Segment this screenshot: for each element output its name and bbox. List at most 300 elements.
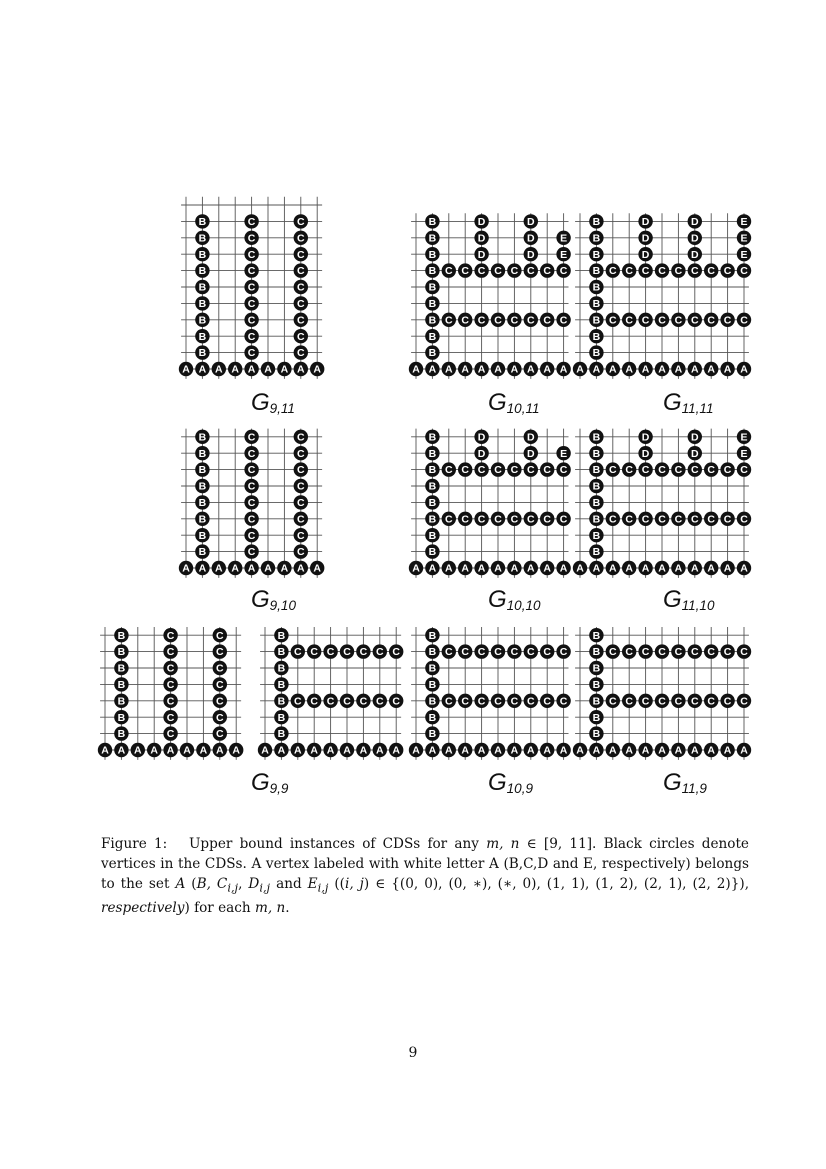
graph-label-main: G bbox=[663, 769, 682, 796]
graph-label bbox=[663, 389, 713, 416]
graph-label-main: G bbox=[488, 586, 507, 613]
vertex-letter: A bbox=[376, 744, 384, 757]
vertex-letter: B bbox=[277, 629, 286, 642]
vertex-letter: A bbox=[658, 744, 666, 757]
vertex-letter: A bbox=[199, 744, 208, 757]
vertex-letter: D bbox=[691, 232, 699, 245]
vertex-letter: C bbox=[297, 464, 305, 477]
caption-text-9: . bbox=[285, 899, 290, 916]
vertex-letter: C bbox=[461, 646, 469, 659]
vertex-letter: A bbox=[641, 744, 650, 757]
vertex-letter: A bbox=[117, 744, 126, 757]
vertex-letter: B bbox=[428, 265, 437, 278]
caption-math-mn: m, n bbox=[486, 836, 520, 852]
vertex-letter: D bbox=[477, 431, 486, 444]
vertex-letter: C bbox=[723, 265, 732, 278]
vertex-letter: C bbox=[247, 513, 256, 526]
vertex-letter: B bbox=[428, 728, 437, 741]
vertex-letter: B bbox=[428, 314, 437, 327]
vertex-letter: A bbox=[707, 562, 715, 575]
vertex-letter: C bbox=[527, 513, 535, 526]
vertex-letter: B bbox=[428, 464, 437, 477]
vertex-letter: C bbox=[740, 314, 748, 327]
graph-label-sub: 10,9 bbox=[506, 781, 533, 796]
vertex-letter: C bbox=[247, 314, 256, 327]
vertex-letter: A bbox=[412, 744, 420, 757]
vertex-letter: C bbox=[641, 513, 650, 526]
vertex-letter: D bbox=[477, 232, 486, 245]
vertex-letter: A bbox=[494, 562, 502, 575]
vertex-letter: C bbox=[674, 314, 683, 327]
figure-caption bbox=[101, 834, 749, 918]
vertex-letter: C bbox=[343, 695, 351, 708]
vertex-letter: A bbox=[297, 562, 305, 575]
vertex-letter: C bbox=[723, 695, 732, 708]
vertex-letter: A bbox=[625, 363, 633, 376]
vertex-letter: A bbox=[461, 363, 469, 376]
vertex-letter: C bbox=[247, 232, 256, 245]
vertex-letter: B bbox=[592, 314, 601, 327]
vertex-letter: B bbox=[277, 679, 286, 691]
vertex-letter: C bbox=[674, 695, 683, 708]
graph-label bbox=[251, 769, 289, 796]
vertex-letter: D bbox=[527, 248, 535, 261]
vertex-letter: D bbox=[527, 447, 535, 460]
vertex-letter: C bbox=[658, 646, 666, 659]
vertex-letter: B bbox=[428, 679, 437, 691]
caption-sub-2: i,j bbox=[259, 880, 271, 895]
vertex-letter: A bbox=[576, 363, 584, 376]
vertex-letter: D bbox=[477, 216, 486, 228]
vertex-letter: D bbox=[641, 232, 650, 245]
vertex-letter: B bbox=[117, 629, 126, 642]
vertex-letter: C bbox=[297, 330, 305, 343]
vertex-letter: B bbox=[592, 248, 601, 261]
vertex-letter: A bbox=[559, 562, 568, 575]
vertex-letter: A bbox=[674, 363, 683, 376]
vertex-letter: B bbox=[428, 497, 437, 509]
vertex-letter: C bbox=[494, 464, 502, 477]
vertex-letter: C bbox=[359, 695, 368, 708]
vertex-letter: C bbox=[740, 695, 748, 708]
graph-G11-10 bbox=[573, 429, 751, 613]
caption-text-4: , bbox=[238, 876, 249, 892]
vertex-letter: C bbox=[559, 265, 568, 278]
vertex-letter: C bbox=[297, 314, 305, 327]
vertex-letter: C bbox=[326, 646, 335, 659]
vertex-letter: B bbox=[198, 330, 207, 343]
vertex-letter: B bbox=[198, 546, 207, 559]
vertex-letter: B bbox=[592, 629, 601, 642]
vertex-letter: A bbox=[313, 363, 321, 376]
vertex-letter: A bbox=[707, 363, 715, 376]
vertex-letter: B bbox=[592, 711, 601, 724]
vertex-letter: B bbox=[428, 232, 437, 245]
vertex-letter: C bbox=[445, 513, 453, 526]
vertex-letter: B bbox=[428, 330, 437, 343]
vertex-letter: C bbox=[510, 314, 519, 327]
vertex-letter: A bbox=[609, 562, 617, 575]
vertex-letter: C bbox=[674, 464, 683, 477]
vertex-letter: C bbox=[658, 513, 666, 526]
vertex-letter: C bbox=[543, 464, 551, 477]
vertex-letter: C bbox=[658, 695, 666, 708]
vertex-letter: C bbox=[527, 265, 535, 278]
vertex-letter: A bbox=[247, 363, 256, 376]
vertex-letter: A bbox=[359, 744, 368, 757]
vertex-letter: A bbox=[641, 562, 650, 575]
vertex-letter: C bbox=[247, 546, 256, 559]
vertex-letter: B bbox=[198, 216, 207, 228]
vertex-letter: B bbox=[592, 216, 601, 228]
vertex-letter: C bbox=[609, 646, 617, 659]
vertex-letter: A bbox=[527, 363, 535, 376]
vertex-letter: B bbox=[428, 513, 437, 526]
vertex-letter: B bbox=[277, 711, 286, 724]
vertex-letter: A bbox=[691, 744, 699, 757]
graph-label-sub: 11,10 bbox=[681, 598, 715, 613]
vertex-letter: A bbox=[609, 363, 617, 376]
vertex-letter: C bbox=[510, 695, 519, 708]
vertex-letter: B bbox=[198, 513, 207, 526]
vertex-letter: C bbox=[477, 265, 486, 278]
vertex-letter: C bbox=[691, 314, 699, 327]
vertex-letter: B bbox=[428, 248, 437, 261]
vertex-letter: C bbox=[723, 513, 732, 526]
vertex-letter: C bbox=[247, 216, 256, 228]
vertex-letter: A bbox=[198, 562, 207, 575]
vertex-letter: C bbox=[297, 347, 305, 360]
vertex-letter: C bbox=[658, 464, 666, 477]
caption-text-6: (( bbox=[328, 876, 345, 892]
vertex-letter: C bbox=[740, 646, 748, 659]
vertex-letter: C bbox=[707, 314, 715, 327]
vertex-letter: C bbox=[723, 314, 732, 327]
vertex-letter: B bbox=[198, 248, 207, 261]
vertex-letter: A bbox=[264, 363, 272, 376]
vertex-letter: C bbox=[707, 695, 715, 708]
vertex-letter: D bbox=[641, 216, 650, 228]
vertex-letter: C bbox=[216, 695, 224, 708]
graph-label bbox=[488, 586, 541, 613]
vertex-letter: A bbox=[494, 744, 502, 757]
caption-text-2: ∈ [9, 11]. Black circles denote vertices in the CDSs. A vertex labeled with white letter A (B,C,D and E, respectively) belongs to the set bbox=[101, 836, 749, 892]
caption-text-5: and bbox=[270, 876, 308, 892]
vertex-letter: A bbox=[543, 363, 551, 376]
vertex-letter: C bbox=[559, 513, 568, 526]
vertex-letter: A bbox=[150, 744, 158, 757]
vertex-letter: C bbox=[297, 216, 305, 228]
vertex-letter: C bbox=[247, 431, 256, 444]
vertex-letter: A bbox=[445, 744, 453, 757]
vertex-letter: A bbox=[231, 363, 239, 376]
vertex-letter: A bbox=[326, 744, 335, 757]
vertex-letter: C bbox=[445, 265, 453, 278]
vertex-letter: C bbox=[494, 646, 502, 659]
vertex-letter: C bbox=[247, 248, 256, 261]
vertex-letter: E bbox=[560, 232, 568, 245]
vertex-letter: C bbox=[216, 728, 224, 741]
vertex-letter: D bbox=[641, 431, 650, 444]
vertex-letter: E bbox=[560, 248, 568, 261]
vertex-letter: C bbox=[494, 314, 502, 327]
vertex-letter: B bbox=[198, 232, 207, 245]
vertex-letter: C bbox=[216, 629, 224, 642]
graph-G9-10 bbox=[179, 429, 325, 613]
graph-G11-11 bbox=[573, 213, 751, 416]
vertex-letter: B bbox=[428, 546, 437, 559]
vertex-letter: B bbox=[428, 529, 437, 542]
vertex-letter: A bbox=[445, 562, 453, 575]
vertex-letter: C bbox=[461, 464, 469, 477]
vertex-letter: C bbox=[559, 464, 568, 477]
vertex-letter: C bbox=[641, 695, 650, 708]
vertex-letter: E bbox=[740, 232, 748, 245]
caption-text-7: ) ∈ {(0, 0), (0, ∗), (∗, 0), (1, 1), (1, 2), (2, 1), (2, 2)}), bbox=[363, 876, 750, 892]
vertex-letter: C bbox=[297, 248, 305, 261]
vertex-letter: C bbox=[543, 314, 551, 327]
vertex-letter: A bbox=[343, 744, 351, 757]
vertex-letter: C bbox=[445, 646, 453, 659]
vertex-letter: A bbox=[294, 744, 302, 757]
page-number: 9 bbox=[408, 1045, 418, 1061]
vertex-letter: E bbox=[560, 447, 568, 460]
vertex-letter: A bbox=[559, 363, 568, 376]
vertex-letter: A bbox=[543, 744, 551, 757]
vertex-letter: B bbox=[592, 646, 601, 659]
graph-G10-9b bbox=[409, 627, 571, 760]
vertex-letter: B bbox=[277, 728, 286, 741]
vertex-letter: C bbox=[641, 646, 650, 659]
caption-math-resp: respectively bbox=[101, 899, 185, 916]
vertex-letter: A bbox=[215, 363, 223, 376]
vertex-letter: C bbox=[166, 662, 175, 675]
vertex-letter: A bbox=[674, 744, 683, 757]
vertex-letter: C bbox=[527, 646, 535, 659]
vertex-letter: C bbox=[326, 695, 335, 708]
vertex-letter: A bbox=[510, 562, 519, 575]
caption-sub-1: i,j bbox=[227, 880, 239, 895]
vertex-letter: C bbox=[297, 298, 305, 310]
graph-label-main: G bbox=[488, 769, 507, 796]
vertex-letter: C bbox=[247, 464, 256, 477]
graph-label bbox=[488, 769, 533, 796]
vertex-letter: A bbox=[543, 562, 551, 575]
vertex-letter: B bbox=[117, 662, 126, 675]
vertex-letter: A bbox=[658, 562, 666, 575]
graph-label-main: G bbox=[663, 586, 682, 613]
vertex-letter: C bbox=[641, 314, 650, 327]
vertex-letter: C bbox=[543, 265, 551, 278]
vertex-letter: A bbox=[412, 562, 420, 575]
vertex-letter: C bbox=[641, 464, 650, 477]
vertex-letter: D bbox=[527, 232, 535, 245]
vertex-letter: B bbox=[198, 298, 207, 310]
graph-label-main: G bbox=[251, 586, 270, 613]
vertex-letter: B bbox=[592, 447, 601, 460]
vertex-letter: C bbox=[723, 464, 732, 477]
vertex-letter: A bbox=[310, 744, 318, 757]
vertex-letter: E bbox=[740, 431, 748, 444]
vertex-letter: A bbox=[134, 744, 142, 757]
vertex-letter: B bbox=[198, 497, 207, 509]
vertex-letter: B bbox=[428, 646, 437, 659]
vertex-letter: B bbox=[428, 695, 437, 708]
vertex-letter: C bbox=[740, 265, 748, 278]
graph-label-sub: 9,11 bbox=[269, 401, 295, 416]
vertex-letter: C bbox=[247, 347, 256, 360]
vertex-letter: C bbox=[166, 646, 175, 659]
vertex-letter: C bbox=[477, 646, 486, 659]
vertex-letter: B bbox=[592, 298, 601, 310]
vertex-letter: A bbox=[445, 363, 453, 376]
vertex-letter: A bbox=[527, 562, 535, 575]
vertex-letter: C bbox=[297, 447, 305, 460]
vertex-letter: A bbox=[625, 562, 633, 575]
vertex-letter: D bbox=[691, 248, 699, 261]
vertex-letter: C bbox=[559, 314, 568, 327]
vertex-letter: C bbox=[461, 314, 469, 327]
vertex-letter: C bbox=[477, 464, 486, 477]
vertex-letter: A bbox=[428, 744, 437, 757]
vertex-letter: B bbox=[428, 216, 437, 228]
vertex-letter: A bbox=[477, 744, 486, 757]
vertex-letter: A bbox=[740, 363, 748, 376]
graph-label-main: G bbox=[488, 389, 507, 416]
vertex-letter: A bbox=[494, 363, 502, 376]
vertex-letter: B bbox=[198, 480, 207, 493]
vertex-letter: C bbox=[297, 529, 305, 542]
vertex-letter: B bbox=[592, 330, 601, 343]
vertex-letter: C bbox=[297, 546, 305, 559]
graph-G9-11 bbox=[179, 197, 325, 416]
vertex-letter: B bbox=[428, 347, 437, 360]
vertex-letter: C bbox=[376, 646, 384, 659]
vertex-letter: C bbox=[445, 314, 453, 327]
vertex-letter: C bbox=[510, 646, 519, 659]
vertex-letter: A bbox=[198, 363, 207, 376]
vertex-letter: A bbox=[297, 363, 305, 376]
vertex-letter: D bbox=[691, 447, 699, 460]
vertex-letter: B bbox=[428, 447, 437, 460]
graph-label-sub: 11,11 bbox=[681, 401, 714, 416]
vertex-letter: A bbox=[280, 363, 289, 376]
caption-text-3: ( bbox=[185, 876, 197, 892]
vertex-letter: B bbox=[592, 679, 601, 691]
vertex-letter: B bbox=[592, 347, 601, 360]
vertex-letter: A bbox=[559, 744, 568, 757]
vertex-letter: A bbox=[264, 562, 272, 575]
vertex-letter: A bbox=[592, 744, 601, 757]
graph-label-sub: 10,11 bbox=[506, 401, 540, 416]
vertex-letter: C bbox=[166, 695, 175, 708]
graph-label-main: G bbox=[663, 389, 682, 416]
vertex-letter: A bbox=[216, 744, 224, 757]
vertex-letter: B bbox=[428, 662, 437, 675]
vertex-letter: C bbox=[297, 232, 305, 245]
vertex-letter: A bbox=[477, 562, 486, 575]
vertex-letter: D bbox=[527, 216, 535, 228]
vertex-letter: C bbox=[609, 265, 617, 278]
vertex-letter: A bbox=[101, 744, 109, 757]
vertex-letter: C bbox=[477, 314, 486, 327]
vertex-letter: B bbox=[592, 232, 601, 245]
graph-G10-11 bbox=[409, 213, 571, 416]
vertex-letter: A bbox=[740, 562, 748, 575]
vertex-letter: C bbox=[247, 281, 256, 294]
vertex-letter: C bbox=[294, 646, 302, 659]
vertex-letter: C bbox=[461, 695, 469, 708]
vertex-letter: C bbox=[707, 265, 715, 278]
caption-sub-3: i,j bbox=[317, 880, 329, 895]
vertex-letter: C bbox=[559, 695, 568, 708]
caption-text-8: ) for each bbox=[184, 899, 255, 916]
vertex-letter: C bbox=[166, 711, 175, 724]
vertex-letter: A bbox=[461, 744, 469, 757]
vertex-letter: B bbox=[117, 728, 126, 741]
vertex-letter: C bbox=[297, 497, 305, 509]
caption-math-d: D bbox=[248, 876, 260, 892]
vertex-letter: C bbox=[707, 464, 715, 477]
vertex-letter: B bbox=[592, 497, 601, 509]
vertex-letter: C bbox=[609, 464, 617, 477]
vertex-letter: A bbox=[576, 562, 584, 575]
vertex-letter: C bbox=[294, 695, 302, 708]
vertex-letter: C bbox=[247, 497, 256, 509]
graph-label bbox=[488, 389, 539, 416]
vertex-letter: D bbox=[691, 216, 699, 228]
graph-label-sub: 10,10 bbox=[506, 598, 541, 613]
vertex-letter: C bbox=[625, 314, 633, 327]
vertex-letter: C bbox=[310, 646, 318, 659]
vertex-letter: A bbox=[428, 363, 437, 376]
vertex-letter: C bbox=[445, 695, 453, 708]
vertex-letter: C bbox=[527, 695, 535, 708]
vertex-letter: C bbox=[510, 265, 519, 278]
vertex-letter: C bbox=[691, 265, 699, 278]
vertex-letter: D bbox=[477, 248, 486, 261]
vertex-letter: D bbox=[691, 431, 699, 444]
vertex-letter: A bbox=[641, 363, 650, 376]
vertex-letter: C bbox=[166, 629, 175, 642]
vertex-letter: B bbox=[592, 529, 601, 542]
vertex-letter: A bbox=[231, 562, 239, 575]
graph-label bbox=[251, 586, 296, 613]
vertex-letter: C bbox=[247, 298, 256, 310]
caption-label: Figure 1: bbox=[101, 836, 168, 852]
vertex-letter: A bbox=[412, 363, 420, 376]
vertex-letter: C bbox=[494, 695, 502, 708]
vertex-letter: D bbox=[641, 248, 650, 261]
graph-label-sub: 9,9 bbox=[269, 781, 289, 796]
vertex-letter: A bbox=[691, 363, 699, 376]
vertex-letter: B bbox=[592, 662, 601, 675]
vertex-letter: C bbox=[707, 513, 715, 526]
vertex-letter: C bbox=[477, 513, 486, 526]
vertex-letter: D bbox=[641, 447, 650, 460]
vertex-letter: A bbox=[280, 562, 289, 575]
graph-label bbox=[251, 389, 295, 416]
vertex-letter: C bbox=[723, 646, 732, 659]
vertex-letter: C bbox=[609, 695, 617, 708]
vertex-letter: C bbox=[477, 695, 486, 708]
vertex-letter: B bbox=[277, 695, 286, 708]
vertex-letter: B bbox=[277, 662, 286, 675]
vertex-letter: A bbox=[658, 363, 666, 376]
vertex-letter: B bbox=[428, 298, 437, 310]
vertex-letter: A bbox=[428, 562, 437, 575]
vertex-letter: C bbox=[625, 513, 633, 526]
